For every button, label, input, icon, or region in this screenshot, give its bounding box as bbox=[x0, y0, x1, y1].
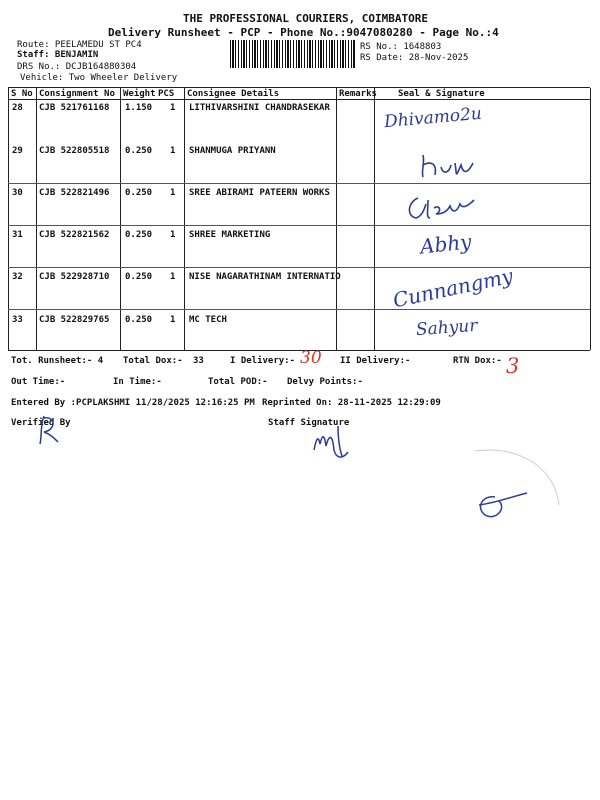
row-consignee: LITHIVARSHINI CHANDRASEKAR bbox=[189, 103, 330, 113]
runsheet-title: Delivery Runsheet - PCP - Phone No.:9047080280 - Page No.:4 bbox=[108, 26, 499, 39]
route-label: Route: PEELAMEDU ST PC4 bbox=[17, 40, 142, 50]
row-weight: 0.250 bbox=[125, 230, 153, 240]
row-consignment: CJB 522928710 bbox=[39, 272, 110, 282]
row-weight: 1.150 bbox=[125, 103, 153, 113]
total-dox-value: 33 bbox=[193, 356, 204, 366]
staff-signature-label: Staff Signature bbox=[268, 418, 350, 428]
staff-label: Staff: BENJAMIN bbox=[17, 50, 99, 60]
row-pcs: 1 bbox=[170, 103, 176, 113]
signature-row-33: Sahyur bbox=[415, 315, 479, 341]
col-divider bbox=[590, 88, 591, 350]
row-weight: 0.250 bbox=[125, 272, 153, 282]
col-divider bbox=[374, 88, 375, 350]
col-divider bbox=[36, 88, 37, 350]
rtn-dox-label: RTN Dox:- bbox=[453, 356, 502, 366]
row-weight: 0.250 bbox=[125, 315, 153, 325]
col-header-weight: Weight bbox=[123, 89, 156, 99]
row-sno: 30 bbox=[12, 188, 23, 198]
verified-by-label: Verified By bbox=[11, 418, 71, 428]
col-divider bbox=[120, 88, 121, 350]
barcode bbox=[230, 40, 356, 68]
row-sno: 31 bbox=[12, 230, 23, 240]
row-pcs: 1 bbox=[170, 272, 176, 282]
row-consignee: SREE ABIRAMI PATEERN WORKS bbox=[189, 188, 330, 198]
col-header-pcs: PCS bbox=[158, 89, 175, 99]
row-weight: 0.250 bbox=[125, 146, 153, 156]
rs-date: RS Date: 28-Nov-2025 bbox=[360, 53, 469, 63]
signature-row-30 bbox=[400, 190, 480, 226]
row-sno: 28 bbox=[12, 103, 23, 113]
total-dox-label: Total Dox:- bbox=[123, 356, 183, 366]
row-consignment: CJB 522829765 bbox=[39, 315, 110, 325]
i-delivery-label: I Delivery:- bbox=[230, 356, 296, 366]
col-divider bbox=[184, 88, 185, 350]
rtn-dox-handwritten: 3 bbox=[506, 354, 520, 378]
faint-stamp-mark bbox=[455, 445, 565, 535]
row-consignee: MC TECH bbox=[189, 315, 227, 325]
reprinted-on: Reprinted On: 28-11-2025 12:29:09 bbox=[262, 398, 441, 408]
rs-number: RS No.: 1648803 bbox=[360, 42, 442, 52]
col-header-remarks: Remarks bbox=[339, 89, 377, 99]
table-top-border bbox=[8, 87, 590, 88]
company-name: THE PROFESSIONAL COURIERS, COIMBATORE bbox=[183, 12, 429, 25]
row-consignee: NISE NAGARATHINAM INTERNATIO bbox=[189, 272, 341, 282]
row-separator bbox=[8, 309, 590, 310]
staff-signature-mark bbox=[308, 420, 358, 462]
table-header-border bbox=[8, 99, 590, 100]
col-header-consignment: Consignment No bbox=[39, 89, 115, 99]
row-sno: 33 bbox=[12, 315, 23, 325]
row-sno: 32 bbox=[12, 272, 23, 282]
delvy-points-label: Delvy Points:- bbox=[287, 377, 363, 387]
row-pcs: 1 bbox=[170, 315, 176, 325]
drs-label: DRS No.: DCJB164880304 bbox=[17, 62, 137, 72]
tot-runsheet: Tot. Runsheet:- 4 bbox=[11, 356, 104, 366]
row-consignment: CJB 521761168 bbox=[39, 103, 110, 113]
verified-by-initials bbox=[34, 412, 64, 446]
vehicle-label: Vehicle: Two Wheeler Delivery bbox=[20, 73, 178, 83]
col-header-signature: Seal & Signature bbox=[398, 89, 485, 99]
total-pod-label: Total POD:- bbox=[208, 377, 268, 387]
col-divider bbox=[336, 88, 337, 350]
row-consignment: CJB 522821562 bbox=[39, 230, 110, 240]
ii-delivery-label: II Delivery:- bbox=[340, 356, 411, 366]
col-divider bbox=[8, 88, 9, 350]
col-header-sno: S No bbox=[11, 89, 33, 99]
signature-row-28: Dhivamo2u bbox=[383, 103, 483, 133]
row-consignment: CJB 522805518 bbox=[39, 146, 110, 156]
row-sno: 29 bbox=[12, 146, 23, 156]
out-time-label: Out Time:- bbox=[11, 377, 66, 387]
row-pcs: 1 bbox=[170, 146, 176, 156]
row-consignment: CJB 522821496 bbox=[39, 188, 110, 198]
signature-row-29 bbox=[415, 145, 485, 181]
signature-row-32: Cunnangmy bbox=[390, 263, 515, 313]
row-weight: 0.250 bbox=[125, 188, 153, 198]
row-separator bbox=[8, 225, 590, 226]
table-bottom-border bbox=[8, 350, 590, 351]
signature-row-31: Abhy bbox=[418, 229, 473, 259]
in-time-label: In Time:- bbox=[113, 377, 162, 387]
col-header-consignee: Consignee Details bbox=[187, 89, 280, 99]
row-consignee: SHREE MARKETING bbox=[189, 230, 271, 240]
row-consignee: SHANMUGA PRIYANN bbox=[189, 146, 276, 156]
row-pcs: 1 bbox=[170, 230, 176, 240]
entered-by: Entered By :PCPLAKSHMI 11/28/2025 12:16:25 PM bbox=[11, 398, 255, 408]
row-pcs: 1 bbox=[170, 188, 176, 198]
row-separator bbox=[8, 183, 590, 184]
i-delivery-handwritten: 30 bbox=[300, 348, 322, 368]
